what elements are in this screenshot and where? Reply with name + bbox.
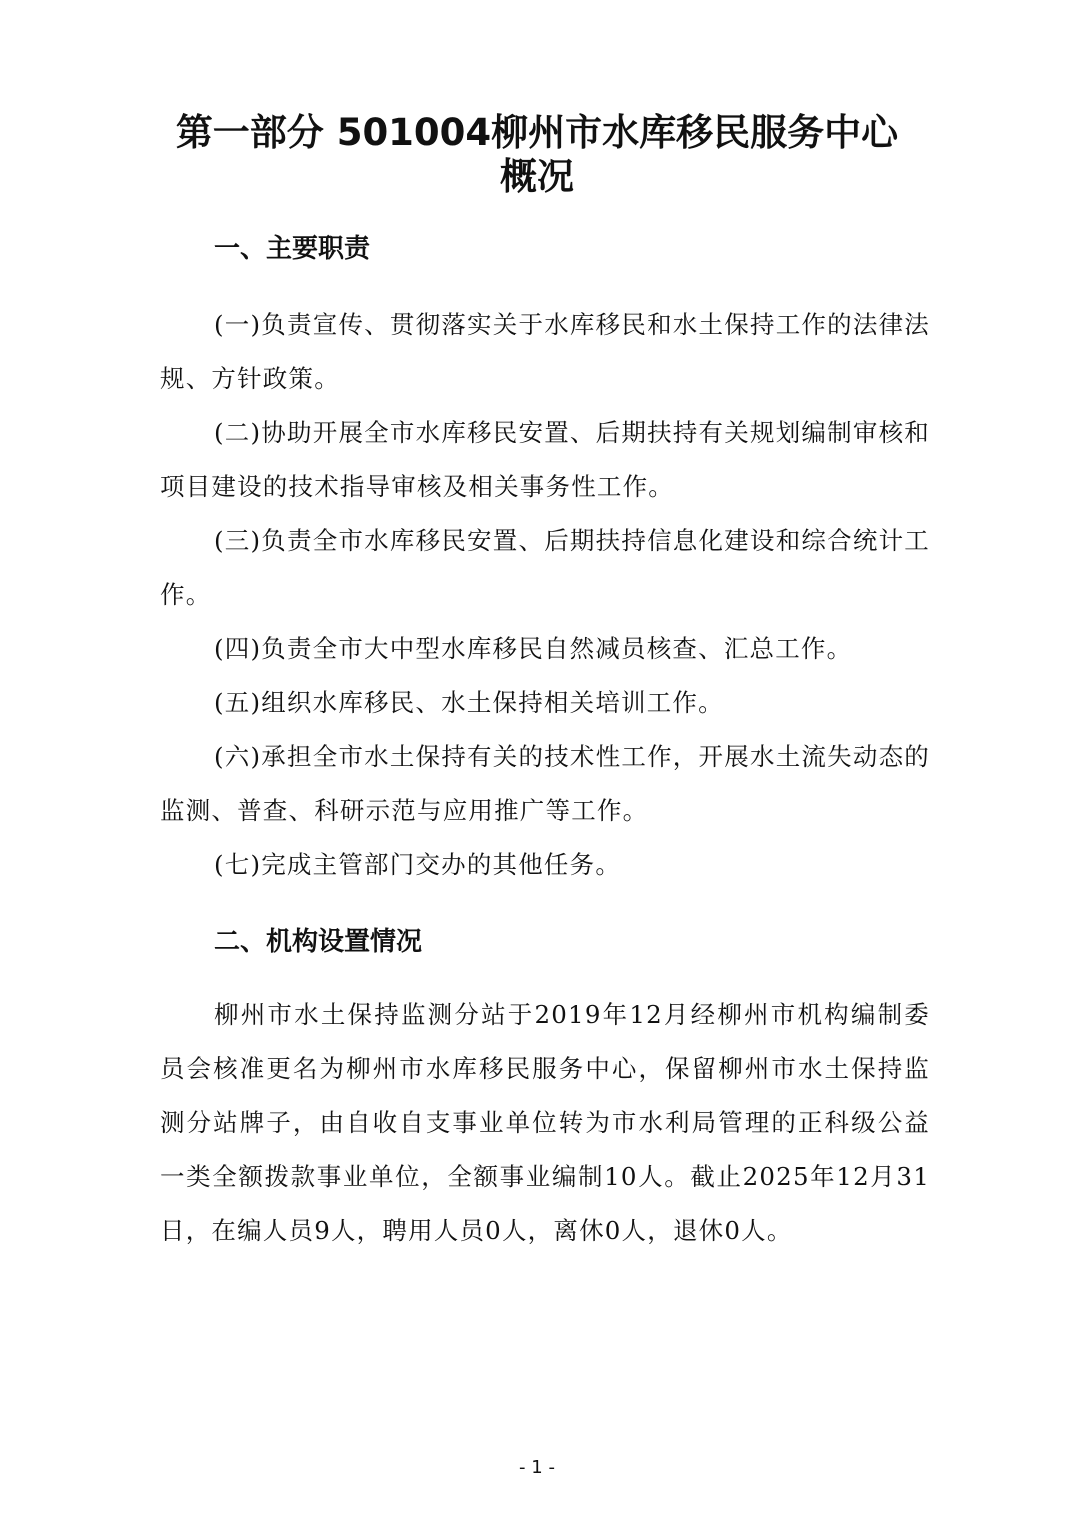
section-heading-organization: 二、机构设置情况 [214,927,423,957]
organization-section [160,988,930,1258]
page-number: - 1 - [519,1457,555,1478]
duty-item: (五)组织水库移民、水土保持相关培训工作。 [214,688,724,717]
duty-item: (二)协助开展全市水库移民安置、后期扶持有关规划编制审核和项目建设的技术指导审核及相关事务性工作。 [160,418,930,501]
duties-list [160,298,930,892]
duty-item: (一)负责宣传、贯彻落实关于水库移民和水土保持工作的法律法规、方针政策。 [160,310,930,393]
section-heading-main-duties: 一、主要职责 [214,234,371,264]
organization-paragraph: 柳州市水土保持监测分站于2019年12月经柳州市机构编制委员会核准更名为柳州市水库移民服务中心，保留柳州市水土保持监测分站牌子，由自收自支事业单位转为市水利局管理的正科级公益一类全额拨款事业单位，全额事业编制10人。截止2025年12月31日，在编人员9人，聘用人员0人，离休0人，退休0人。 [160,1000,930,1245]
duty-item: (六)承担全市水土保持有关的技术性工作，开展水土流失动态的监测、普查、科研示范与应用推广等工作。 [160,742,930,825]
duty-item: (七)完成主管部门交办的其他任务。 [214,850,622,879]
duty-item: (四)负责全市大中型水库移民自然减员核查、汇总工作。 [214,634,853,663]
page-title: 第一部分 501004柳州市水库移民服务中心 [175,111,899,154]
page-title-continued: 概况 [500,155,574,198]
duty-item: (三)负责全市水库移民安置、后期扶持信息化建设和综合统计工作。 [160,526,930,609]
